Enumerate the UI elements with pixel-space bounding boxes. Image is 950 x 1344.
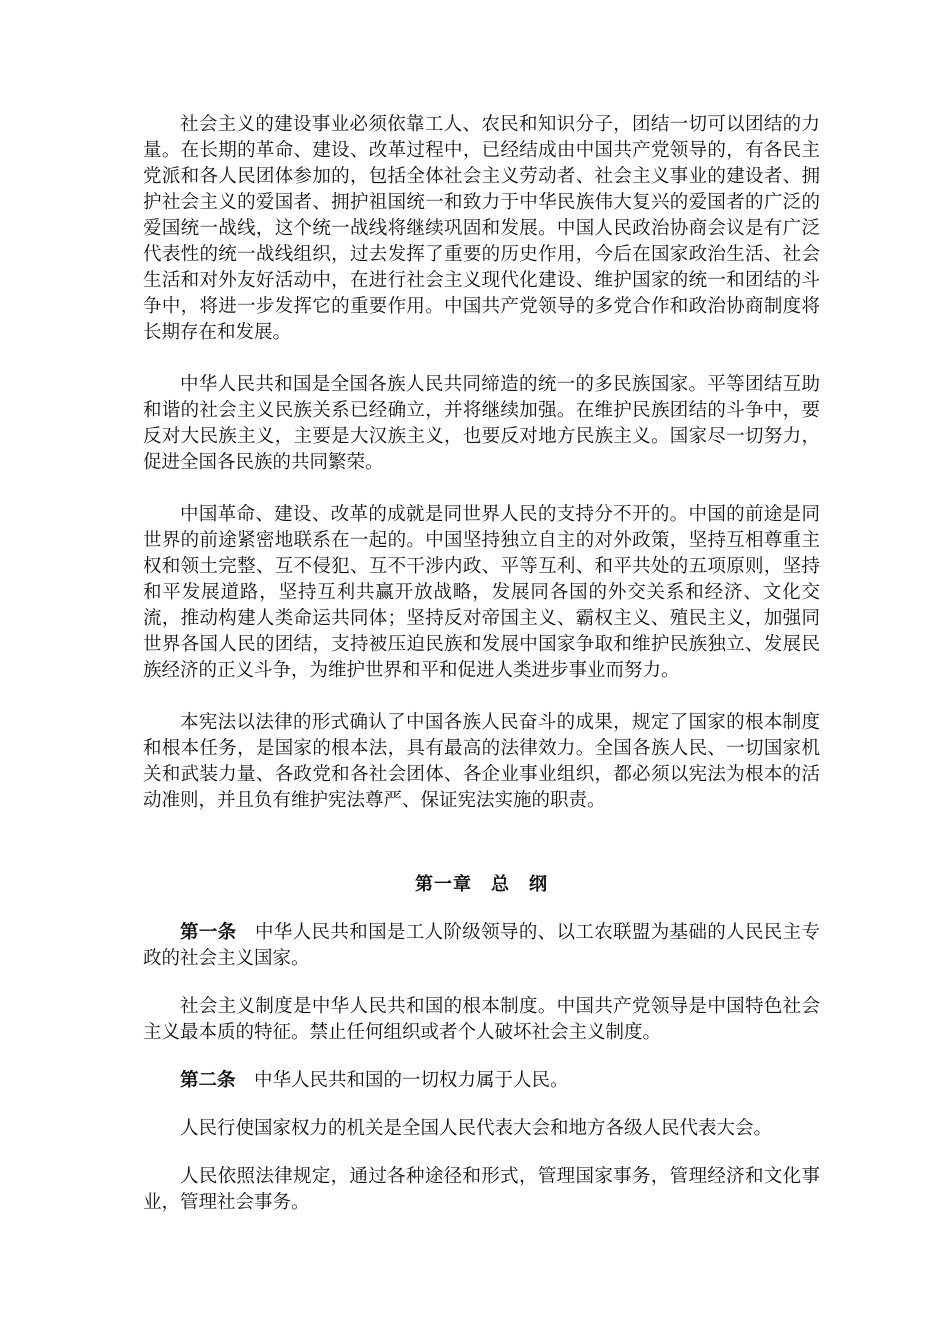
article-2-text: 中华人民共和国的一切权力属于人民。 xyxy=(254,1070,569,1091)
article-1-text: 中华人民共和国是工人阶级领导的、以工农联盟为基础的人民民主专政的社会主义国家。 xyxy=(143,922,820,969)
article-2-label: 第二条 xyxy=(180,1070,236,1091)
chapter-title: 第一章 总 纲 xyxy=(415,874,548,895)
article-1 xyxy=(143,920,820,972)
article-1-paragraph-2: 社会主义制度是中华人民共和国的根本制度。中国共产党领导是中国特色社会主义最本质的特征。禁止任何组织或者个人破坏社会主义制度。 xyxy=(143,996,820,1043)
preamble-paragraph-3: 中国革命、建设、改革的成就是同世界人民的支持分不开的。中国的前途是同世界的前途紧密地联系在一起的。中国坚持独立自主的对外政策，坚持互相尊重主权和领土完整、互不侵犯、互不干涉内政、平等互利、和平共处的五项原则，坚持和平发展道路，坚持互利共赢开放战略，发展同各国的外交关系和经济、文化交流，推动构建人类命运共同体；坚持反对帝国主义、霸权主义、殖民主义，加强同世界各国人民的团结，支持被压迫民族和发展中国家争取和维护民族独立、发展民族经济的正义斗争，为维护世界和平和促进人类进步事业而努力。 xyxy=(143,504,820,681)
preamble-paragraph-4: 本宪法以法律的形式确认了中国各族人民奋斗的成果，规定了国家的根本制度和根本任务，是国家的根本法，具有最高的法律效力。全国各族人民、一切国家机关和武装力量、各政党和各社会团体、各企业事业组织，都必须以宪法为根本的活动准则，并且负有维护宪法尊严、保证宪法实施的职责。 xyxy=(143,712,820,811)
preamble-paragraph-2: 中华人民共和国是全国各族人民共同缔造的统一的多民族国家。平等团结互助和谐的社会主义民族关系已经确立，并将继续加强。在维护民族团结的斗争中，要反对大民族主义，主要是大汉族主义，也要反对地方民族主义。国家尽一切努力，促进全国各民族的共同繁荣。 xyxy=(143,374,820,473)
article-2-paragraph-3: 人民依照法律规定，通过各种途径和形式，管理国家事务，管理经济和文化事业，管理社会事务。 xyxy=(143,1166,820,1213)
article-2-paragraph-2: 人民行使国家权力的机关是全国人民代表大会和地方各级人民代表大会。 xyxy=(180,1118,773,1139)
article-1-label: 第一条 xyxy=(180,922,237,943)
preamble-paragraph-1: 社会主义的建设事业必须依靠工人、农民和知识分子，团结一切可以团结的力量。在长期的革命、建设、改革过程中，已经结成由中国共产党领导的，有各民主党派和各人民团体参加的，包括全体社会主义劳动者、社会主义事业的建设者、拥护社会主义的爱国者、拥护祖国统一和致力于中华民族伟大复兴的爱国者的广泛的爱国统一战线，这个统一战线将继续巩固和发展。中国人民政治协商会议是有广泛代表性的统一战线组织，过去发挥了重要的历史作用，今后在国家政治生活、社会生活和对外友好活动中，在进行社会主义现代化建设、维护国家的统一和团结的斗争中，将进一步发挥它的重要作用。中国共产党领导的多党合作和政治协商制度将长期存在和发展。 xyxy=(143,114,820,343)
document-body xyxy=(143,112,820,1238)
article-2 xyxy=(143,1068,820,1094)
